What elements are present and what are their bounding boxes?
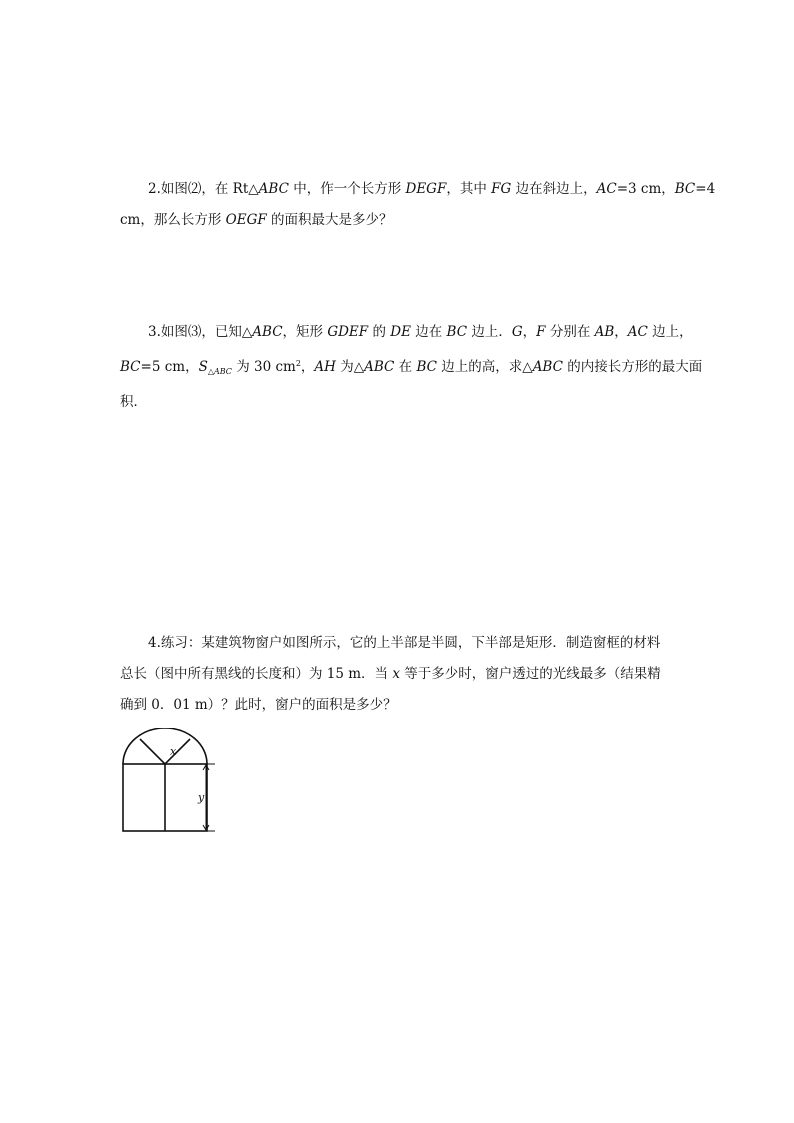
problem-3-line-3: 积．	[120, 394, 147, 410]
label-x: x	[170, 745, 177, 758]
problem-2	[120, 174, 716, 236]
label-y: y	[198, 791, 205, 804]
problem-4	[120, 628, 680, 721]
window-radius-right	[165, 739, 190, 764]
problem-3-line-2: BC=5 cm，$S_{\triangle ABC}$ 为 30 $cm^2$，AH 为△ABC 在 BC 边上的高，求△ABC 的内接长方形的最大面	[120, 359, 703, 376]
problem-3	[120, 317, 703, 418]
problem-4-line-3: 确到 0．01 m）？此时，窗户的面积是多少？	[120, 697, 397, 713]
window-radius-left	[140, 739, 165, 764]
window-figure	[118, 728, 224, 838]
problem-2-line-2: cm，那么长方形 OEGF 的面积最大是多少？	[120, 212, 393, 228]
problem-4-line-2: 总长（图中所有黑线的长度和）为 15 m．当 x 等于多少时，窗户透过的光线最多（结果精	[120, 666, 661, 682]
window-semicircle	[123, 728, 207, 764]
problem-3-line-1: 3.如图⑶，已知△ABC，矩形 GDEF 的 DE 边在 BC 边上．G，F 分别在 AB，AC 边上，	[148, 324, 693, 340]
problem-2-line-1: 2.如图⑵，在 Rt△ABC 中，作一个长方形 DEGF，其中 FG 边在斜边上，AC=3 cm，BC=4	[148, 181, 716, 197]
problem-4-line-1: 4.练习：某建筑物窗户如图所示，它的上半部是半圆，下半部是矩形．制造窗框的材料	[148, 635, 661, 651]
